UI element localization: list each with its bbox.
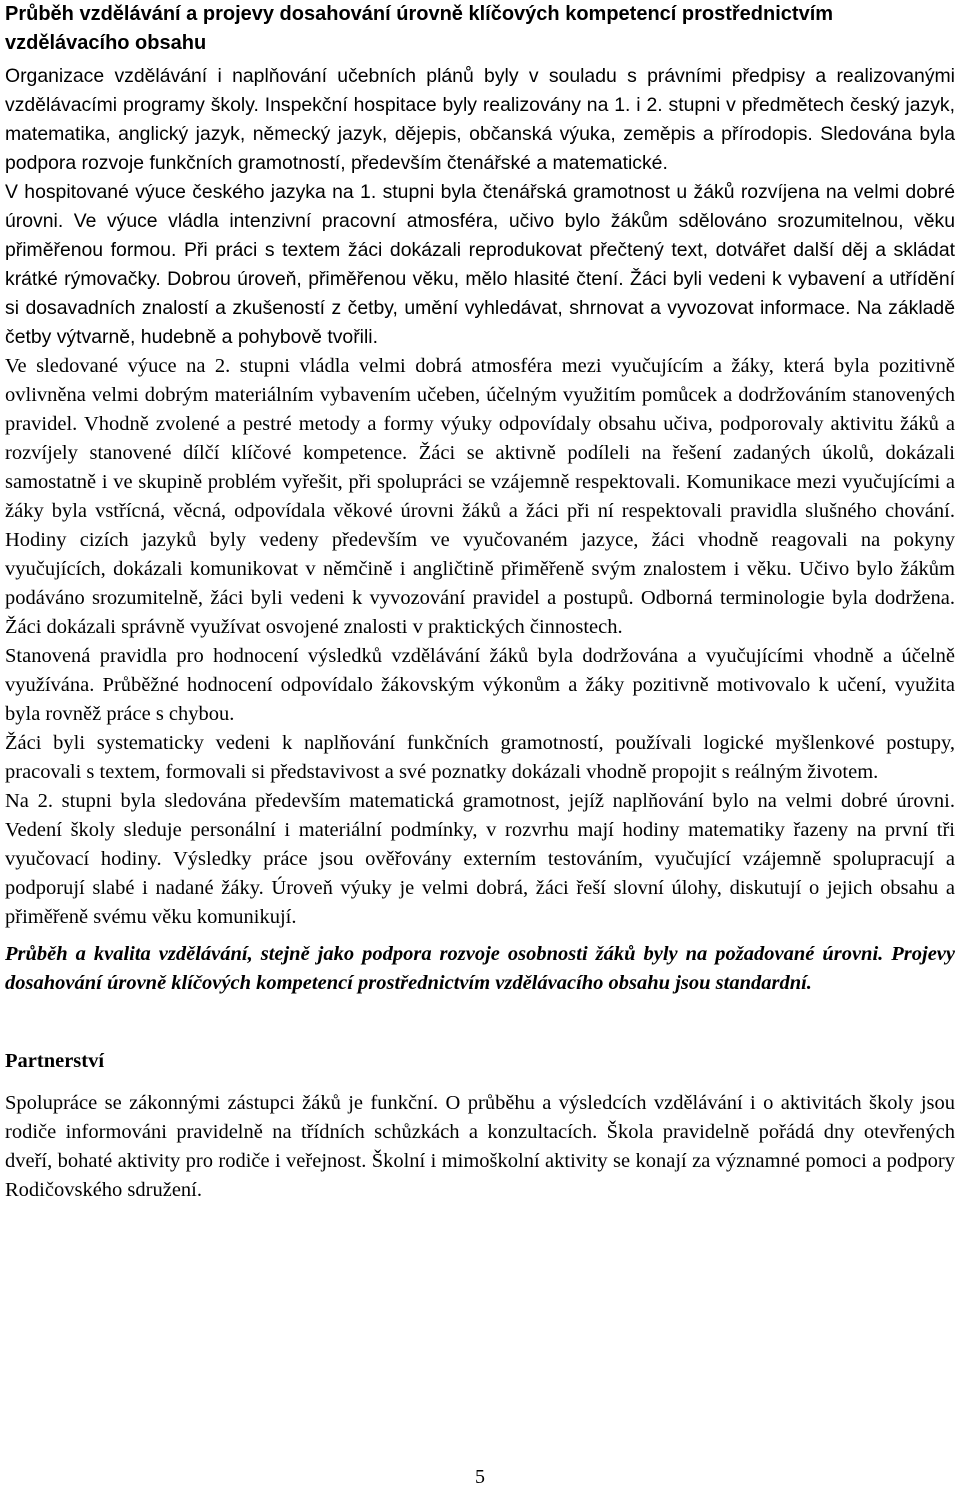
paragraph-czech-language: V hospitované výuce českého jazyka na 1. stupni byla čtenářská gramotnost u žáků rozvíjena na velmi dobré úrovni. Ve výuce vládla intenzivní pracovní atmosféra, učivo bylo žákům sdělováno srozumitelnou, věku přiměřenou formou. Při práci s textem žáci dokázali reprodukovat přečtený text, dotvářet další děj a skládat krátké rýmovačky. Dobrou úroveň, přiměřenou věku, mělo hlasité čtení. Žáci byli vedeni k vybavení a utřídění si dosavadních znalostí a zkušeností z četby, umění vyhledávat, shrnovat a vyvozovat informace. Na základě četby výtvarně, hudebně a pohybově tvořili. [5, 181, 955, 348]
paragraph-math-literacy: Na 2. stupni byla sledována především matematická gramotnost, jejíž naplňování bylo na velmi dobré úrovni. Vedení školy sleduje personální i materiální podmínky, v rozvrhu mají hodiny matematiky řazeny na první tři vyučovací hodiny. Výsledky práce jsou ověřovány externím testováním, vyučující vzájemně spolupracují a podporují slabé i nadané žáky. Úroveň výuky je velmi dobrá, žáci řeší slovní úlohy, diskutují o jejich obsahu a přiměřeně svému věku komunikují. [5, 790, 955, 928]
document-page [5, 0, 955, 1205]
partnership-heading: Partnerství [5, 1050, 105, 1072]
paragraph-assessment: Stanovená pravidla pro hodnocení výsledků vzdělávání žáků byla dodržována a vyučujícími vhodně a účelně využívána. Průběžné hodnocení odpovídalo žákovským výkonům a žáky pozitivně motivovalo k učení, využita byla rovněž práce s chybou. [5, 645, 955, 725]
summary-statement: Průběh a kvalita vzdělávání, stejně jako podpora rozvoje osobnosti žáků byly na požadované úrovni. Projevy dosahování úrovně klíčových kompetencí prostřednictvím vzdělávacího obsahu jsou standardní. [5, 943, 955, 994]
section-heading: Průběh vzdělávání a projevy dosahování úrovně klíčových kompetencí prostřednictvím vzdělávacího obsahu [5, 3, 834, 54]
paragraph-second-level: Ve sledované výuce na 2. stupni vládla velmi dobrá atmosféra mezi vyučujícím a žáky, která byla pozitivně ovlivněna velmi dobrým materiálním vybavením učeben, účelným využitím pomůcek a dodržováním stanovených pravidel. Vhodně zvolené a pestré metody a formy výuky odpovídaly obsahu učiva, podporovaly aktivitu žáků a rozvíjely stanovené dílčí klíčové kompetence. Žáci se aktivně podíleli na řešení zadaných úkolů, dokázali samostatně i ve skupině problém vyřešit, při spolupráci se vzájemně respektovali. Komunikace mezi vyučujícími a žáky byla vstřícná, věcná, odpovídala věkové úrovni žáků a žáci při ní respektovali pravidla slušného chování. Hodiny cizích jazyků byly vedeny především ve vyučovaném jazyce, žáci vhodně reagovali na pokyny vyučujících, dokázali komunikovat v němčině i angličtině přiměřeně svým znalostem i věku. Učivo bylo žákům podáváno srozumitelně, žáci byli vedeni k vyvozování pravidel a postupů. Odborná terminologie byla dodržena. Žáci dokázali správně využívat osvojené znalosti v praktických činnostech. [5, 355, 955, 638]
paragraph-partnership: Spolupráce se zákonnými zástupci žáků je funkční. O průběhu a výsledcích vzdělávání i o aktivitách školy jsou rodiče informováni pravidelně na třídních schůzkách a konzultacích. Škola pravidelně pořádá dny otevřených dveří, bohaté aktivity pro rodiče i veřejnost. Školní i mimoškolní aktivity se konají za významné pomoci a podpory Rodičovského sdružení. [5, 1092, 955, 1201]
paragraph-literacy: Žáci byli systematicky vedeni k naplňování funkčních gramotností, používali logické myšlenkové postupy, pracovali s textem, formovali si představivost a své poznatky dokázali vhodně propojit s reálným životem. [5, 732, 955, 783]
paragraph-organization: Organizace vzdělávání i naplňování učebních plánů byly v souladu s právními předpisy a realizovanými vzdělávacími programy školy. Inspekční hospitace byly realizovány na 1. i 2. stupni v předmětech český jazyk, matematika, anglický jazyk, německý jazyk, dějepis, občanská výuka, zeměpis a přírodopis. Sledována byla podpora rozvoje funkčních gramotností, především čtenářské a matematické. [5, 65, 955, 174]
page-number: 5 [475, 1466, 485, 1488]
